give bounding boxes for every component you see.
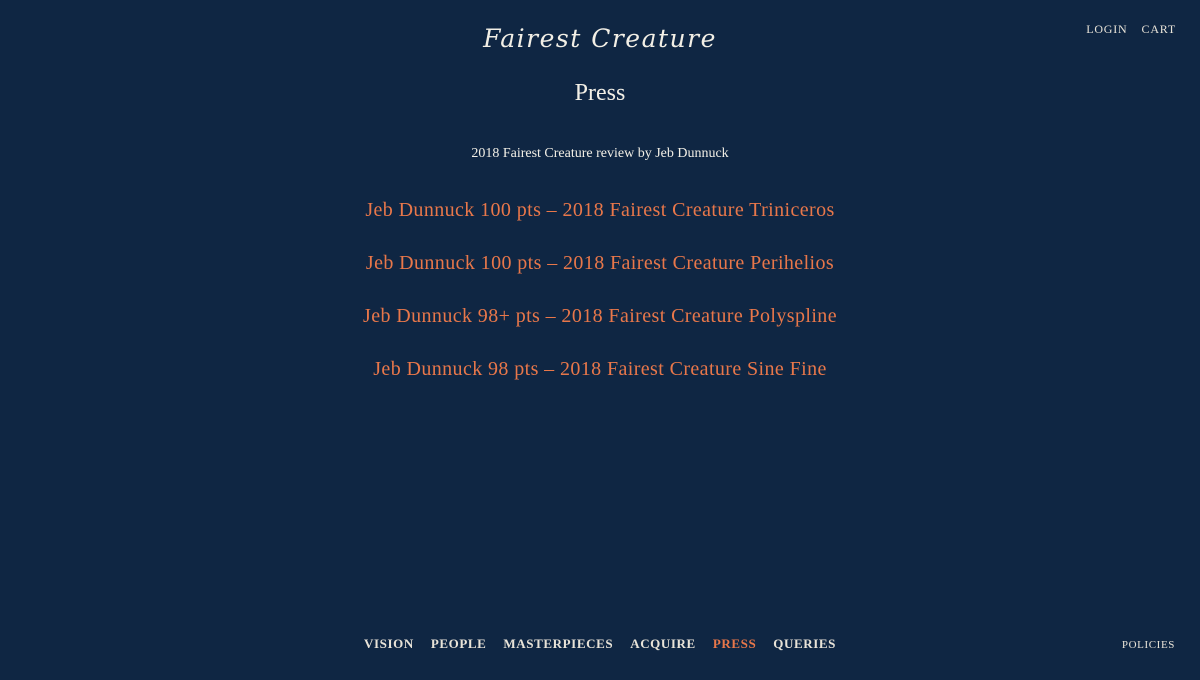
nav-acquire[interactable]: ACQUIRE xyxy=(630,636,696,651)
site-logo[interactable]: Fairest Creature xyxy=(483,24,717,53)
press-link-triniceros[interactable]: Jeb Dunnuck 100 pts – 2018 Fairest Creature Triniceros xyxy=(365,199,835,221)
page-title: Press xyxy=(574,80,626,106)
policies-link[interactable]: POLICIES xyxy=(1121,639,1175,651)
nav-people[interactable]: PEOPLE xyxy=(430,636,487,651)
nav-vision[interactable]: VISION xyxy=(363,636,414,651)
press-link-perihelios[interactable]: Jeb Dunnuck 100 pts – 2018 Fairest Creature Perihelios xyxy=(365,252,835,274)
nav-queries[interactable]: QUERIES xyxy=(773,636,837,651)
account-links xyxy=(1086,22,1176,37)
nav-masterpieces[interactable]: MASTERPIECES xyxy=(503,636,614,651)
press-list xyxy=(0,196,1200,408)
press-intro: 2018 Fairest Creature review by Jeb Dunnuck xyxy=(471,146,729,161)
press-link-polyspline[interactable]: Jeb Dunnuck 98+ pts – 2018 Fairest Creature Polyspline xyxy=(363,305,837,327)
press-link-sine-fine[interactable]: Jeb Dunnuck 98 pts – 2018 Fairest Creature Sine Fine xyxy=(373,358,827,380)
nav-press[interactable]: PRESS xyxy=(712,636,757,651)
footer-nav xyxy=(0,636,1200,652)
cart-link[interactable]: CART xyxy=(1141,22,1176,36)
login-link[interactable]: LOGIN xyxy=(1086,22,1128,36)
